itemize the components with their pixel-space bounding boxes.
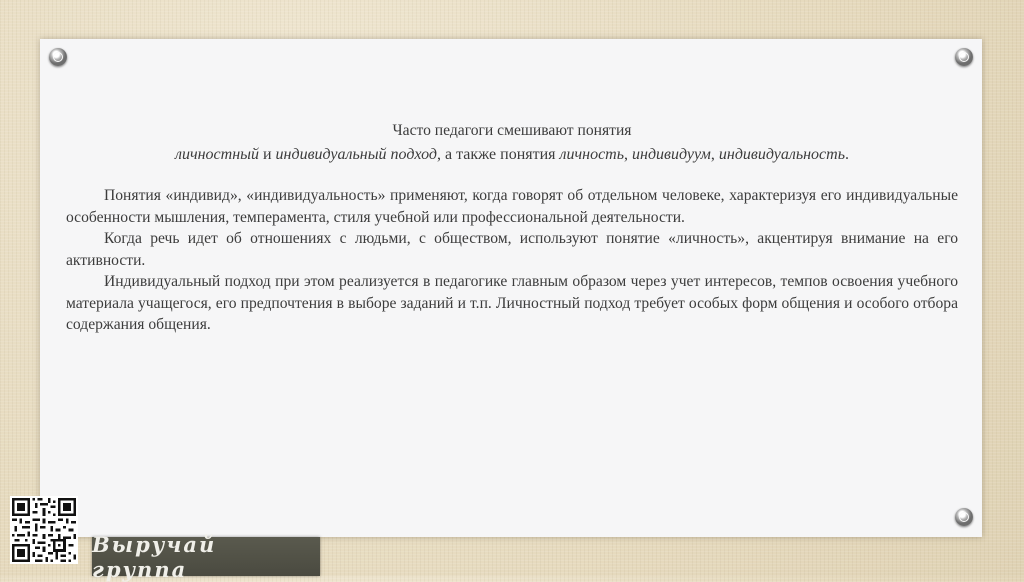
heading-text: и xyxy=(258,145,276,163)
paragraph: Индивидуальный подход при этом реализуется в педагогике главным образом через учет интересов, темпов освоения учебного материала учащегося, его предпочтения в выборе заданий и т.п. Личностный подход требует особых форм общения и особого отбора содержания общения. xyxy=(66,273,958,333)
term-individualnost: индивидуальность xyxy=(718,145,845,163)
slide-text xyxy=(66,120,958,336)
slide-heading: Часто педагоги смешивают понятия xyxy=(392,122,632,139)
pushpin-icon xyxy=(49,48,67,66)
term-individual-approach: индивидуальный подход xyxy=(275,145,438,163)
paragraph: Когда речь идет об отношениях с людьми, с обществом, используют понятие «личность», акцентируя внимание на его активности. xyxy=(66,230,958,269)
brand-banner[interactable] xyxy=(92,531,320,582)
heading-text: , xyxy=(624,145,633,163)
term-lichnostny: личностный xyxy=(175,145,259,163)
term-individuum: индивидуум xyxy=(632,145,711,163)
paragraph: Понятия «индивид», «индивидуальность» применяют, когда говорят об отдельном человеке, характеризуя его индивидуальные особенности мышления, темперамента, стиля учебной или профессиональной деятельности. xyxy=(66,187,958,226)
term-lichnost: личность xyxy=(559,145,625,163)
heading-text: , а также понятия xyxy=(437,145,560,163)
pushpin-icon xyxy=(955,48,973,66)
brand-label: Выручай группа xyxy=(92,531,217,582)
slide-subheading xyxy=(66,144,958,166)
heading-text: , xyxy=(710,145,719,163)
heading-text: . xyxy=(844,145,849,163)
qr-code-icon[interactable] xyxy=(10,496,78,564)
pushpin-icon xyxy=(955,508,973,526)
